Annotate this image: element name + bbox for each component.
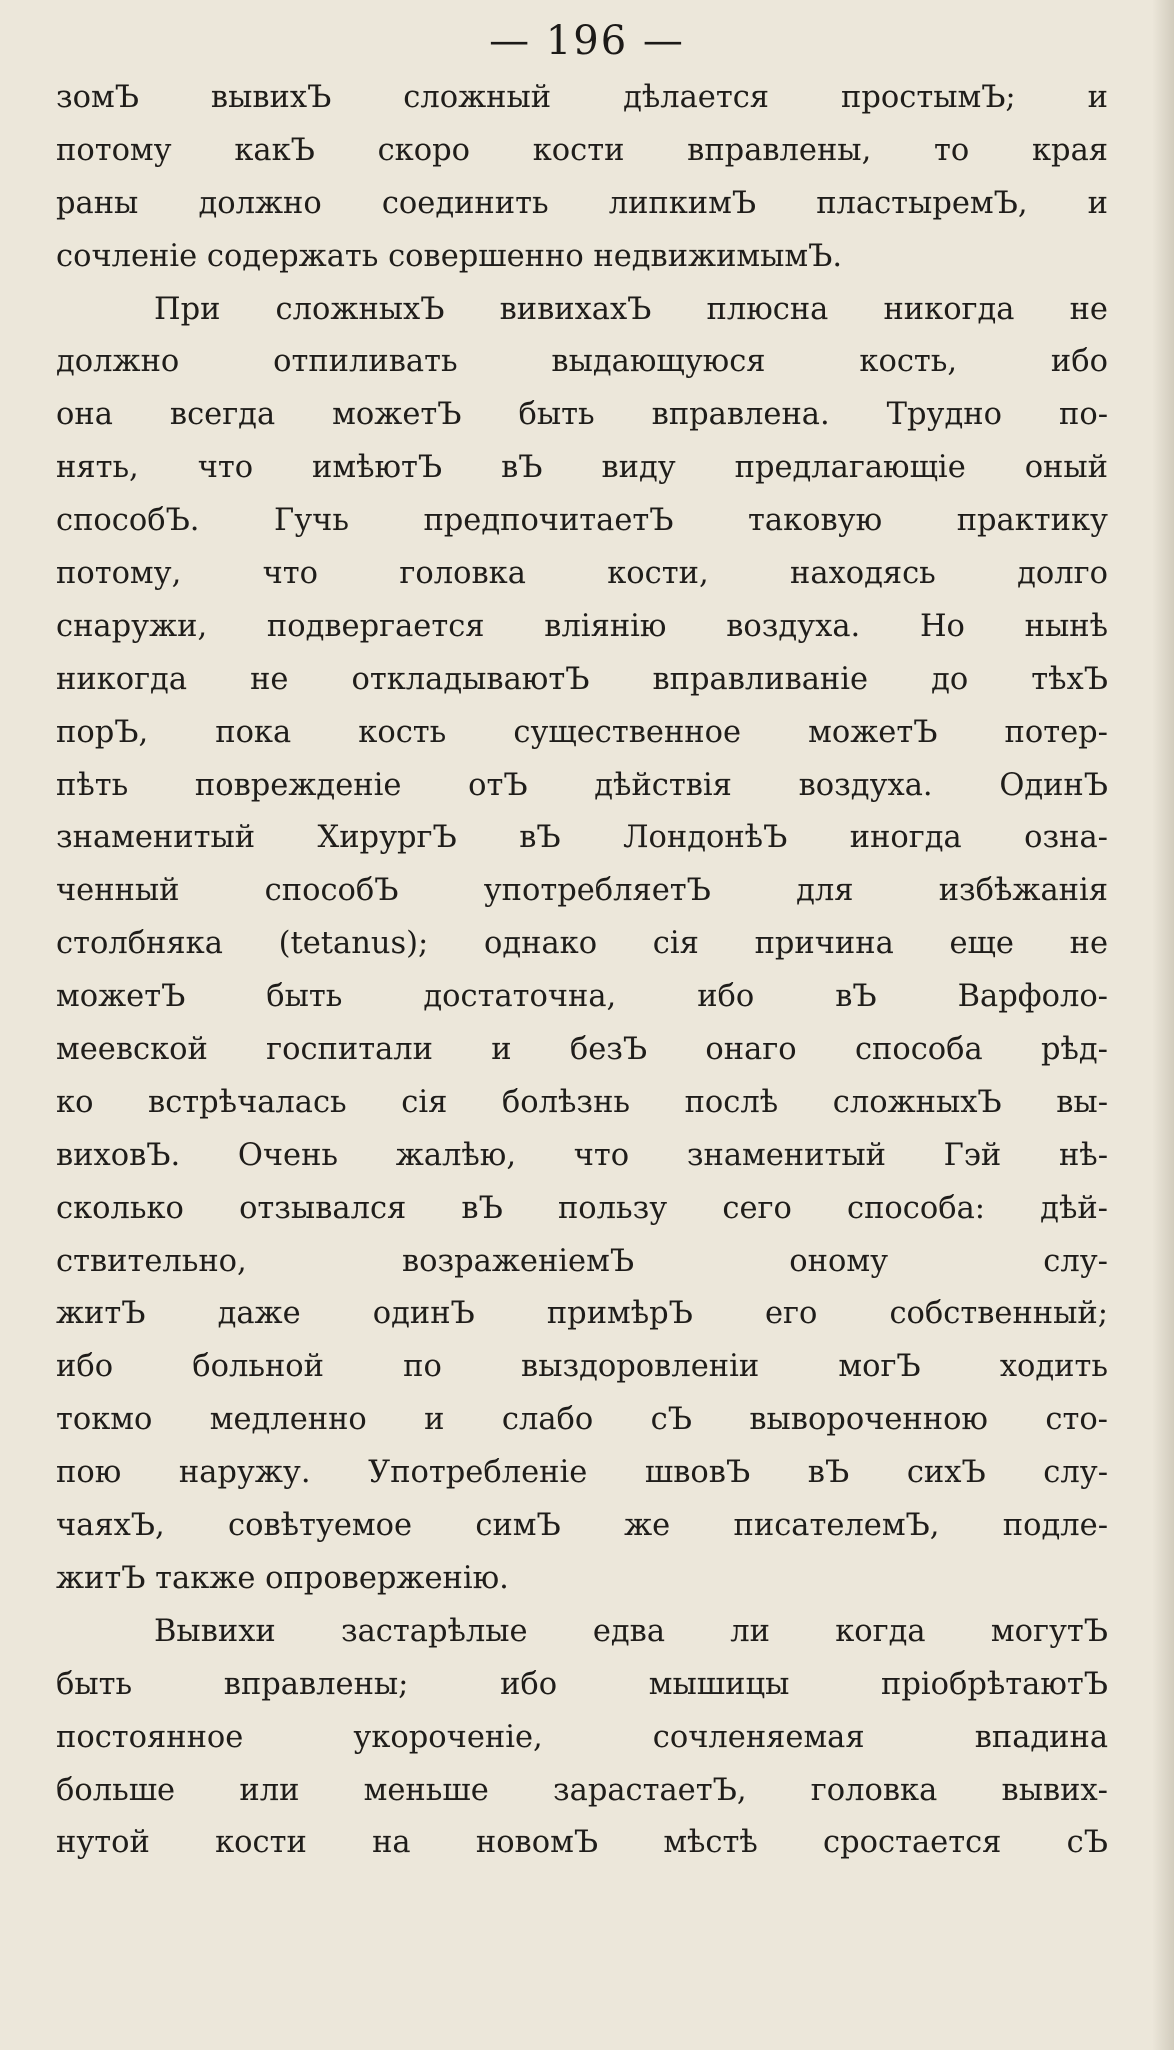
text-line: житЪ даже одинЪ примѣрЪ его собственный;	[56, 1296, 1108, 1332]
text-line: меевской госпитали и безЪ онаго способа рѣд-	[56, 1032, 1108, 1068]
text-line: снаружи, подвергается вліянію воздуха. Но нынѣ	[56, 608, 1108, 644]
text-line: При сложныхЪ вивихахЪ плюсна никогда не	[154, 291, 1108, 327]
text-line: больше или меньше зарастаетЪ, головка вывих-	[56, 1772, 1108, 1808]
text-line: должно отпиливать выдающуюся кость, ибо	[56, 344, 1108, 380]
text-line: знаменитый ХирургЪ вЪ ЛондонѣЪ иногда озна-	[56, 820, 1108, 856]
text-line: порЪ, пока кость существенное можетЪ потер-	[56, 714, 1108, 750]
text-line: токмо медленно и слабо сЪ вывороченною сто-	[56, 1402, 1108, 1438]
text-line: нутой кости на новомЪ мѣстѣ сростается сЪ	[56, 1825, 1108, 1861]
text-line: ибо больной по выздоровленіи могЪ ходить	[56, 1349, 1108, 1385]
text-line: потому, что головка кости, находясь долго	[56, 556, 1108, 592]
text-line: пою наружу. Употребленіе швовЪ вЪ сихЪ слу-	[56, 1455, 1108, 1491]
text-line: способЪ. Гучь предпочитаетЪ таковую практику	[56, 503, 1108, 539]
text-line: никогда не откладываютЪ вправливаніе до тѣхЪ	[56, 661, 1108, 697]
text-line: Вывихи застарѣлые едва ли когда могутЪ	[154, 1613, 1108, 1649]
text-line: раны должно соединить липкимЪ пластыремЪ, и	[56, 185, 1108, 221]
body-text	[56, 72, 1108, 1870]
text-line: сочленіе содержать совершенно недвижимымЪ.	[56, 238, 843, 274]
text-line: зомЪ вывихЪ сложный дѣлается простымЪ; и	[56, 80, 1108, 115]
text-line: постоянное укороченіе, сочленяемая впадина	[56, 1719, 1108, 1755]
text-line: быть вправлены; ибо мышицы пріобрѣтаютЪ	[56, 1666, 1108, 1702]
text-line: потому какЪ скоро кости вправлены, то края	[56, 132, 1108, 168]
text-line: пѣть поврежденіе отЪ дѣйствія воздуха. ОдинЪ	[56, 767, 1108, 803]
text-line: житЪ также опроверженію.	[56, 1560, 509, 1596]
text-line: нять, что имѣютЪ вЪ виду предлагающіе оный	[56, 450, 1108, 486]
text-line: ствительно, возраженіемЪ оному слу-	[56, 1243, 1108, 1279]
text-line: виховЪ. Очень жалѣю, что знаменитый Гэй нѣ-	[56, 1137, 1108, 1173]
text-line: она всегда можетЪ быть вправлена. Трудно по-	[56, 397, 1108, 433]
text-line: сколько отзывался вЪ пользу сего способа: дѣй-	[56, 1190, 1108, 1226]
text-line: чаяхЪ, совѣтуемое симЪ же писателемЪ, подле-	[56, 1508, 1108, 1544]
text-line: можетЪ быть достаточна, ибо вЪ Варфоло-	[56, 979, 1108, 1015]
text-line: столбняка (tetanus); однако сія причина еще не	[56, 926, 1108, 962]
text-line: ченный способЪ употребляетЪ для избѣжанія	[56, 873, 1108, 909]
page-edge-shadow	[1152, 0, 1174, 2050]
page-number: — 196 —	[489, 18, 685, 64]
text-line: ко встрѣчалась сія болѣзнь послѣ сложныхЪ вы-	[56, 1084, 1108, 1120]
